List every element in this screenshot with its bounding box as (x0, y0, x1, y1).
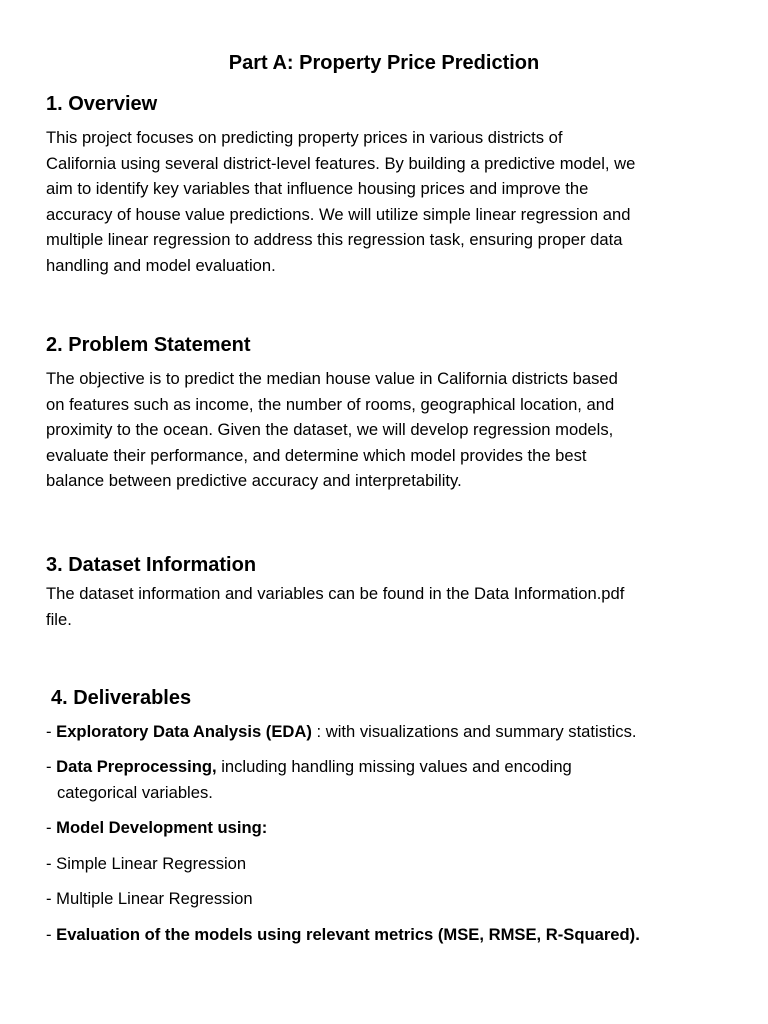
paragraph-line: proximity to the ocean. Given the dataset, we will develop regression models, (46, 420, 614, 440)
paragraph-line: file. (46, 609, 72, 629)
deliverable-title: Data Preprocessing, (56, 757, 217, 776)
page-title: Part A: Property Price Prediction (228, 52, 540, 74)
deliverable-description: : with visualizations and summary statistics. (311, 722, 637, 741)
bullet-dash: - (46, 925, 57, 944)
deliverable-title: Model Development using: (56, 818, 268, 837)
deliverable-description: including handling missing values and encoding (216, 757, 572, 776)
deliverables-heading: 4. Deliverables (51, 687, 192, 709)
deliverable-item-simple-linear-regression (46, 851, 746, 877)
paragraph-line: balance between predictive accuracy and interpretability. (46, 471, 462, 491)
deliverable-title: Exploratory Data Analysis (EDA) (56, 722, 312, 741)
deliverable-description: Multiple Linear Regression (56, 889, 253, 908)
deliverable-item-evaluation (46, 922, 746, 948)
deliverable-item-preprocessing (46, 754, 746, 805)
overview-heading: 1. Overview (46, 93, 158, 115)
dataset-information-paragraph (46, 581, 736, 632)
bullet-dash: - (46, 722, 57, 741)
paragraph-line: handling and model evaluation. (46, 255, 276, 275)
dataset-information-heading: 3. Dataset Information (46, 554, 257, 576)
bullet-dash: - (46, 889, 57, 908)
problem-statement-paragraph (46, 366, 736, 494)
bullet-dash: - (46, 854, 57, 873)
overview-paragraph (46, 125, 736, 279)
paragraph-line: accuracy of house value predictions. We will utilize simple linear regression and (46, 204, 631, 224)
bullet-dash: - (46, 818, 57, 837)
paragraph-line: The objective is to predict the median house value in California districts based (46, 369, 618, 388)
paragraph-line: on features such as income, the number of rooms, geographical location, and (46, 394, 615, 414)
paragraph-line: The dataset information and variables can be found in the Data Information.pdf (46, 584, 625, 603)
paragraph-line: California using several district-level features. By building a predictive model, we (46, 153, 636, 173)
problem-statement-heading: 2. Problem Statement (46, 334, 251, 356)
deliverable-item-model-development (46, 815, 746, 841)
paragraph-line: aim to identify key variables that influence housing prices and improve the (46, 179, 589, 199)
paragraph-line: This project focuses on predicting property prices in various districts of (46, 128, 563, 147)
bullet-dash: - (46, 757, 57, 776)
deliverable-description: Simple Linear Regression (56, 854, 247, 873)
paragraph-line: multiple linear regression to address this regression task, ensuring proper data (46, 230, 623, 250)
paragraph-line: evaluate their performance, and determine which model provides the best (46, 445, 587, 465)
deliverable-item-multiple-linear-regression (46, 886, 746, 912)
deliverable-item-eda (46, 719, 746, 745)
deliverable-description-continued: categorical variables. (57, 782, 213, 802)
deliverable-title: Evaluation of the models using relevant metrics (MSE, RMSE, R-Squared). (56, 925, 640, 944)
